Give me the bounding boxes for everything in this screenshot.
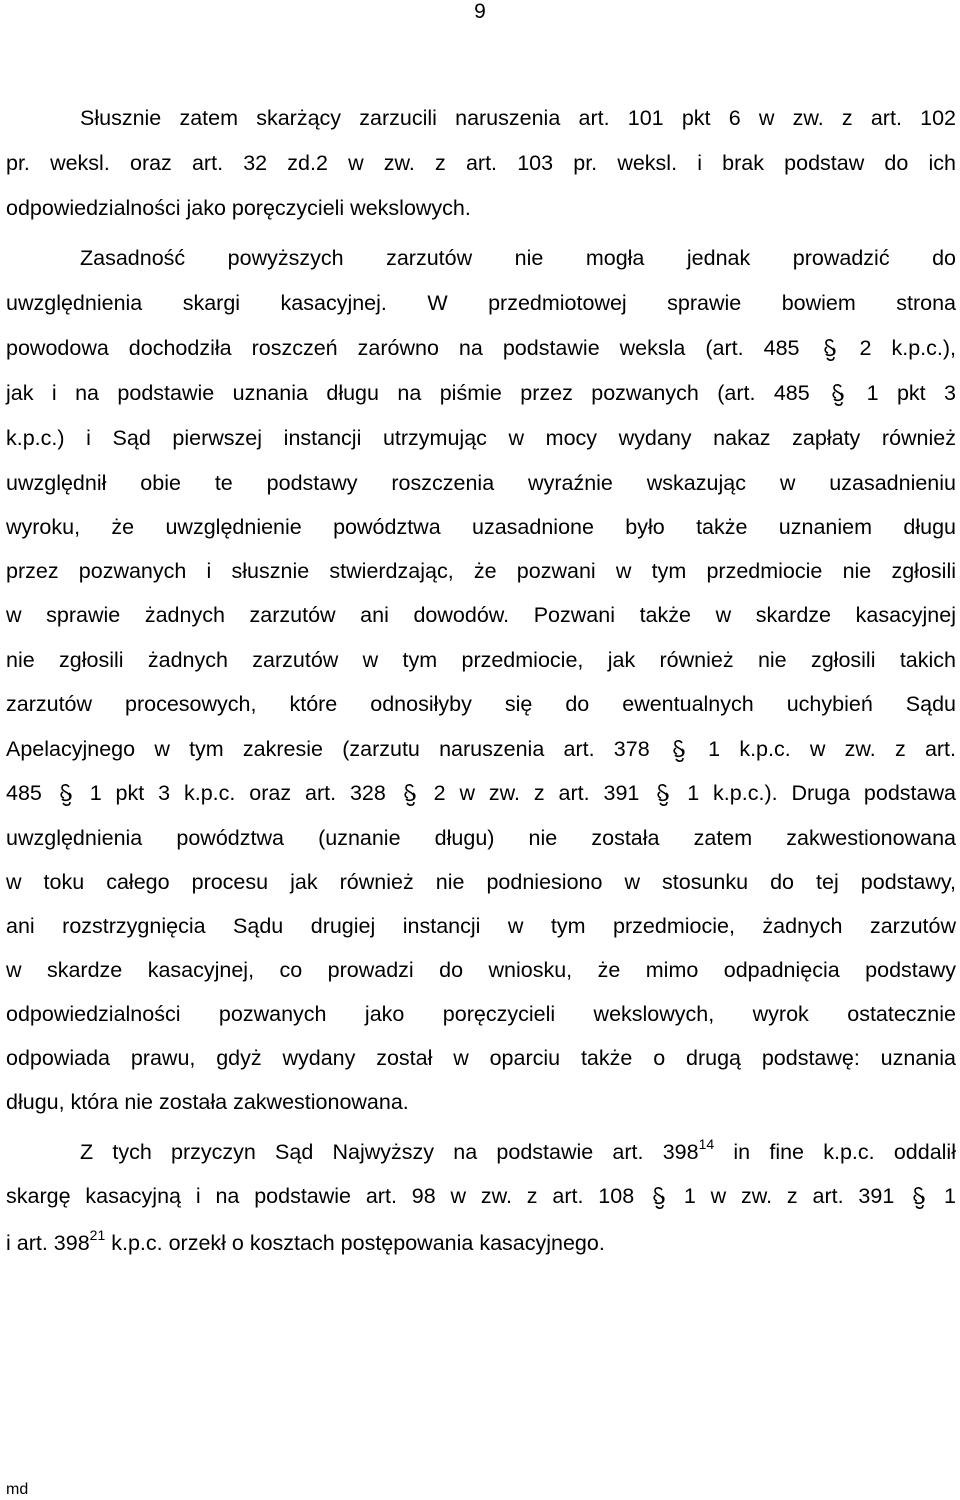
text-run: 485 bbox=[6, 781, 42, 805]
text-line-19: ani rozstrzygnięcia Sądu drugiej instancji w tym przedmiocie, żadnych zarzutów bbox=[6, 914, 956, 938]
text-line-4: Zasadność powyższych zarzutów nie mogła jednak prowadzić do bbox=[80, 246, 956, 270]
section-sign-icon bbox=[58, 783, 74, 805]
text-run: 1 k.p.c. w zw. z art. bbox=[708, 737, 957, 761]
text-line-15 bbox=[6, 734, 956, 764]
text-line-24 bbox=[80, 1137, 956, 1167]
superscript: 21 bbox=[89, 1226, 106, 1243]
text-line-18: w toku całego procesu jak również nie podniesiono w stosunku do tej podstawy, bbox=[6, 870, 956, 894]
text-run: in fine k.p.c. oddalił bbox=[733, 1140, 956, 1164]
text-run: jak i na podstawie uznania długu na piśmie przez pozwanych (art. 485 bbox=[6, 381, 810, 405]
section-sign-icon bbox=[830, 383, 846, 405]
text-run: i art. 398 bbox=[6, 1231, 90, 1255]
text-line-22: odpowiada prawu, gdyż wydany został w oparciu także o drugą podstawę: uznania bbox=[6, 1046, 956, 1070]
text-line-9: uwzględnił obie te podstawy roszczenia wyraźnie wskazując w uzasadnieniu bbox=[6, 471, 956, 495]
text-line-7 bbox=[6, 378, 956, 408]
text-run: Apelacyjnego w tym zakresie (zarzutu naruszenia art. 378 bbox=[6, 737, 650, 761]
section-sign-icon bbox=[671, 739, 687, 761]
text-run: 1 bbox=[944, 1184, 956, 1208]
text-run: powodowa dochodziła roszczeń zarówno na podstawie weksla (art. 485 bbox=[6, 336, 800, 360]
text-line-14: zarzutów procesowych, które odnosiłyby się do ewentualnych uchybień Sądu bbox=[6, 692, 956, 716]
section-sign-icon bbox=[651, 1186, 667, 1208]
text-line-12: w sprawie żadnych zarzutów ani dowodów. Pozwani także w skardze kasacyjnej bbox=[6, 603, 956, 627]
text-line-3: odpowiedzialności jako poręczycieli wekslowych. bbox=[6, 196, 471, 220]
text-line-2: pr. weksl. oraz art. 32 zd.2 w zw. z art. 103 pr. weksl. i brak podstaw do ich bbox=[6, 151, 956, 175]
text-run: Z tych przyczyn Sąd Najwyższy na podstawie art. 398 bbox=[80, 1140, 699, 1164]
section-sign-icon bbox=[822, 338, 838, 360]
text-line-5: uwzględnienia skargi kasacyjnej. W przedmiotowej sprawie bowiem strona bbox=[6, 291, 956, 315]
text-line-25 bbox=[6, 1181, 956, 1211]
text-line-23: długu, która nie została zakwestionowana. bbox=[6, 1090, 409, 1114]
text-line-17: uwzględnienia powództwa (uznanie długu) nie została zatem zakwestionowana bbox=[6, 826, 956, 850]
text-run: 1 w zw. z art. 391 bbox=[683, 1184, 895, 1208]
text-line-1: Słusznie zatem skarżący zarzucili naruszenia art. 101 pkt 6 w zw. z art. 102 bbox=[80, 106, 956, 130]
text-line-6 bbox=[6, 333, 956, 363]
text-line-10: wyroku, że uwzględnienie powództwa uzasadnione było także uznaniem długu bbox=[6, 515, 956, 539]
text-line-16 bbox=[6, 778, 956, 808]
text-line-8: k.p.c.) i Sąd pierwszej instancji utrzymując w mocy wydany nakaz zapłaty również bbox=[6, 426, 956, 450]
text-run: 1 pkt 3 bbox=[866, 381, 956, 405]
superscript: 14 bbox=[698, 1135, 715, 1152]
text-line-20: w skardze kasacyjnej, co prowadzi do wniosku, że mimo odpadnięcia podstawy bbox=[6, 958, 956, 982]
text-line-13: nie zgłosili żadnych zarzutów w tym przedmiocie, jak również nie zgłosili takich bbox=[6, 648, 956, 672]
text-run: 2 k.p.c.), bbox=[859, 336, 956, 360]
text-line-26 bbox=[6, 1228, 956, 1258]
section-sign-icon bbox=[911, 1186, 927, 1208]
section-sign-icon bbox=[402, 783, 418, 805]
text-run: 2 w zw. z art. 391 bbox=[433, 781, 640, 805]
text-run: k.p.c. orzekł o kosztach postępowania kasacyjnego. bbox=[111, 1231, 605, 1255]
page-number: 9 bbox=[474, 0, 486, 23]
text-line-11: przez pozwanych i słusznie stwierdzając, że pozwani w tym przedmiocie nie zgłosili bbox=[6, 559, 956, 583]
footer-initials: md bbox=[6, 1481, 29, 1498]
text-run: 1 k.p.c.). Druga podstawa bbox=[687, 781, 956, 805]
text-run: 1 pkt 3 k.p.c. oraz art. 328 bbox=[89, 781, 386, 805]
section-sign-icon bbox=[655, 783, 671, 805]
text-line-21: odpowiedzialności pozwanych jako poręczycieli wekslowych, wyrok ostatecznie bbox=[6, 1002, 956, 1026]
text-run: skargę kasacyjną i na podstawie art. 98 w zw. z art. 108 bbox=[6, 1184, 635, 1208]
